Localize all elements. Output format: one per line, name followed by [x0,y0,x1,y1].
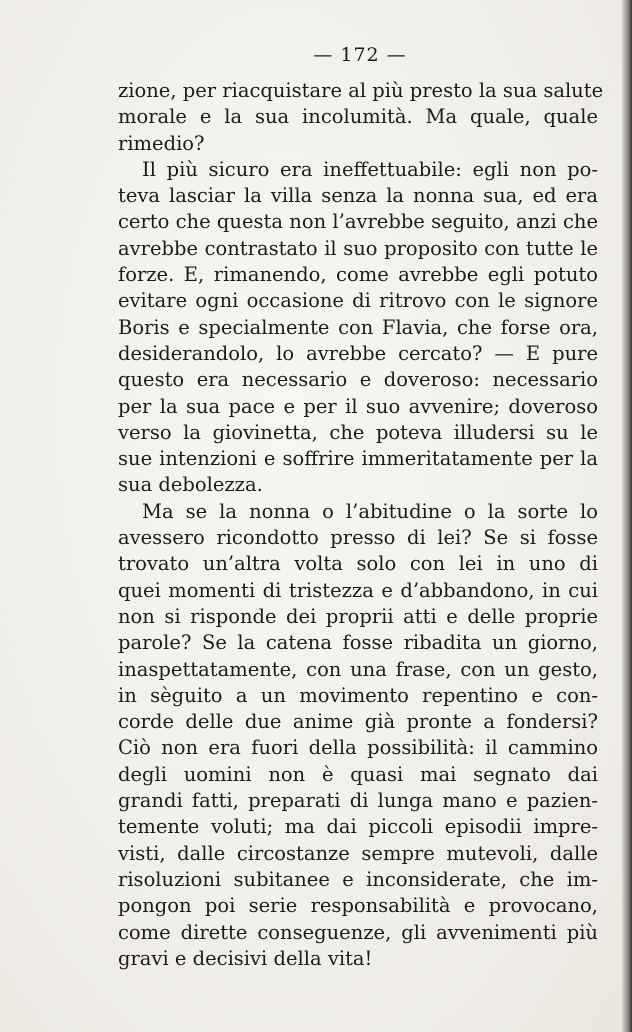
text-line: come dirette conseguenze, gli avvenimenti più [118,920,598,944]
text-line: per la sua pace e per il suo avvenire; doveroso [118,394,598,418]
text-line: avrebbe contrastato il suo proposito con tutte le [118,236,598,260]
text-line: evitare ogni occasione di ritrovo con le signore [118,289,598,313]
text-line: verso la giovinetta, che poteva illudersi su le [118,420,598,444]
page-number: — 172 — [313,44,407,66]
text-line: parole? Se la catena fosse ribadita un giorno, [118,631,598,655]
text-line: Ciò non era fuori della possibilità: il cammino [118,736,598,760]
text-line: questo era necessario e doveroso: necessario [118,368,598,392]
text-line: Ma se la nonna o l’abitudine o la sorte lo [142,499,598,523]
page-edge-shadow [622,0,632,1032]
text-line: visti, dalle circostanze sempre mutevoli, dalle [118,841,598,865]
text-line: forze. E, rimanendo, come avrebbe egli potuto [118,263,598,287]
body-text [118,78,604,972]
text-line: pongon poi serie responsabilità e provocano, [118,894,598,918]
text-line: sua debolezza. [118,473,263,497]
text-line: rimedio? [118,131,205,155]
text-line: grandi fatti, preparati di lunga mano e pazien- [118,789,598,813]
text-line: gravi e decisivi della vita! [118,946,373,970]
text-line: in sèguito a un movimento repentino e con- [118,683,598,707]
text-line: sue intenzioni e soffrire immeritatamente per la [118,447,598,471]
text-line: Il più sicuro era ineffettuabile: egli non po- [142,157,598,181]
text-line: non si risponde dei proprii atti e delle proprie [118,604,598,628]
text-line: teva lasciar la villa senza la nonna sua, ed era [118,184,598,208]
text-line: zione, per riacquistare al più presto la sua salute [118,79,604,102]
text-line: corde delle due anime già pronte a fondersi? [118,710,598,734]
text-line: risoluzioni subitanee e inconsiderate, che im- [118,867,598,891]
text-line: degli uomini non è quasi mai segnato dai [118,762,598,786]
text-line: temente voluti; ma dai piccoli episodii impre- [118,815,598,839]
text-line: desiderandolo, lo avrebbe cercato? — E pure [118,341,598,365]
text-line: Boris e specialmente con Flavia, che forse ora, [118,315,598,339]
text-line: inaspettatamente, con una frase, con un gesto, [118,657,598,681]
text-line: trovato un’altra volta solo con lei in uno di [118,552,598,576]
text-line: avessero ricondotto presso di lei? Se si fosse [118,526,598,550]
text-line: morale e la sua incolumità. Ma quale, quale [118,105,598,129]
text-line: certo che questa non l’avrebbe seguito, anzi che [118,210,598,234]
text-line: quei momenti di tristezza e d’abbandono, in cui [118,578,598,602]
